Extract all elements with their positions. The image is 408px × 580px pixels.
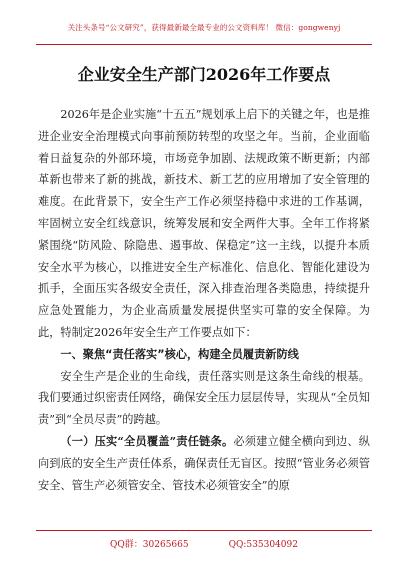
footer-qq-group: QQ群：30265665 [110, 540, 189, 550]
footer-divider [36, 530, 372, 531]
intro-paragraph: 2026年是企业实施“十五五”规划承上启下的关键之年，也是推进企业安全治理模式向事前预防转型的攻坚之年。当前，企业面临着日益复杂的外部环境，市场竞争加剧、法规政策不断更新；内部革新也带来了新的挑战，新技术、新工艺的应用增加了安全管理的难度。在此背景下，安全生产工作必须坚持稳中求进的工作基调，牢固树立安全红线意识，统筹发展和安全两件大事。全年工作将紧紧围绕“防风险、除隐患、遏事故、保稳定”这一主线，以提升本质安全水平为核心，以推进安全生产标准化、信息化、智能化建设为抓手，全面压实各级安全责任，深入排查治理各类隐患，持续提升应急处置能力，为企业高质量发展提供坚实可靠的安全保障。为此，特制定2026年安全生产工作要点如下： [38, 108, 370, 339]
subsection-1-paragraph [38, 431, 370, 496]
subsection-1-heading: （一）压实“全员覆盖”责任链条。 [60, 433, 234, 448]
header-banner: 关注头条号“公文研究”，获得最新最全最专业的公文资料库！ 微信：gongwenyj [67, 23, 341, 32]
footer-qq-number: QQ:535304092 [228, 540, 298, 550]
section-heading-1: 一、聚焦“责任落实”核心，构建全员履责新防线 [60, 347, 299, 361]
document-body [38, 104, 370, 496]
page-title: 企业安全生产部门2026年工作要点 [77, 65, 331, 84]
section-1-paragraph: 安全生产是企业的生命线，责任落实则是这条生命线的根基。我们要通过织密责任网络，确保安全压力层层传导，实现从“全员知责”到“全员尽责”的跨越。 [38, 369, 370, 427]
subsection-1-text: 必须建立健全横向到边、纵向到底的安全生产责任体系，确保责任无盲区。按照“管业务必须管安全、管生产必须管安全、管技术必须管安全”的原 [38, 434, 370, 492]
header-divider [36, 44, 372, 45]
footer [0, 537, 408, 550]
